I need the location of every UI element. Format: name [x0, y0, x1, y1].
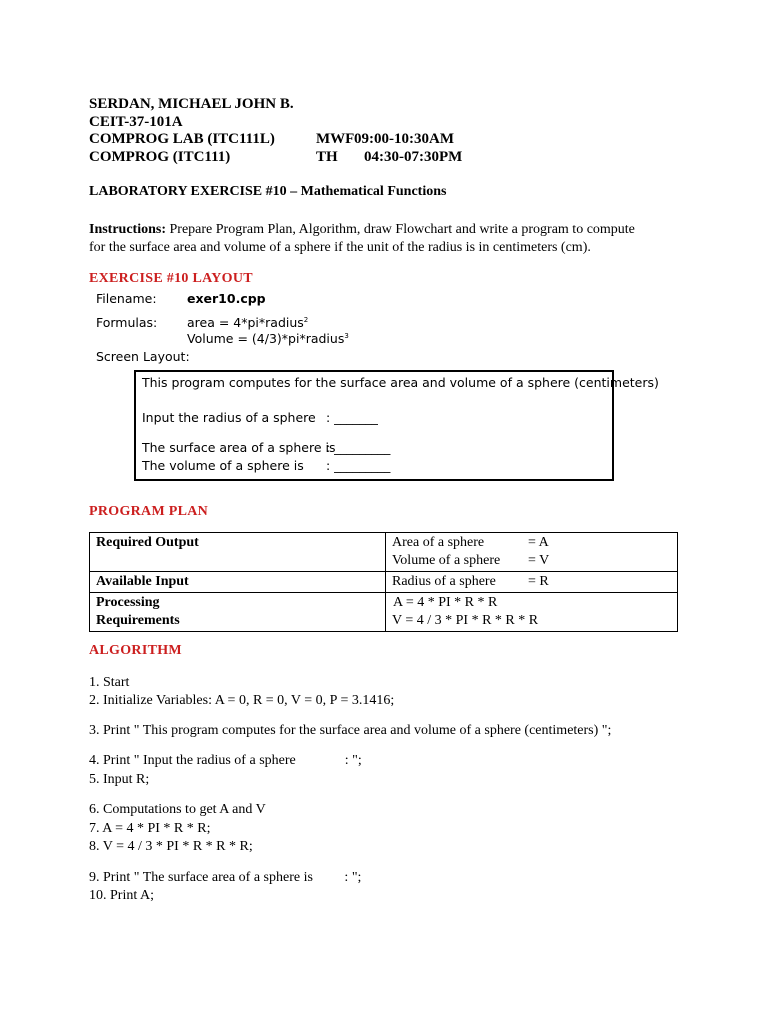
- course-day: TH: [316, 149, 338, 165]
- output-values: [386, 533, 678, 572]
- table-row: [90, 593, 678, 632]
- screen-line-area-label: The surface area of a sphere is: [142, 440, 336, 455]
- processing-area: A = 4 * PI * R * R: [393, 595, 498, 610]
- course-row: [89, 130, 509, 148]
- screen-layout-box: [134, 370, 659, 481]
- course-time: 09:00-10:30AM: [354, 131, 454, 147]
- screen-layout-label: Screen Layout:: [96, 349, 190, 364]
- algorithm-step: 6. Computations to get A and V: [89, 802, 266, 817]
- student-section: CEIT-37-101A: [89, 114, 183, 130]
- exercise-title: LABORATORY EXERCISE #10 – Mathematical Functions: [89, 184, 447, 199]
- screen-line-radius-label: Input the radius of a sphere: [142, 410, 316, 425]
- input-values: [386, 572, 678, 593]
- table-row: [90, 572, 678, 593]
- output-volume-var: = V: [528, 553, 550, 568]
- algorithm-step: 10. Print A;: [89, 888, 154, 903]
- processing-label-line-2: Requirements: [96, 613, 180, 628]
- output-area-name: Area of a sphere: [392, 535, 485, 550]
- input-radius-name: Radius of a sphere: [392, 574, 496, 589]
- algorithm-step: 1. Start: [89, 675, 130, 690]
- algorithm-step: 7. A = 4 * PI * R * R;: [89, 821, 211, 836]
- instructions-text: Prepare Program Plan, Algorithm, draw Flowchart and write a program to compute: [169, 222, 635, 237]
- filename-label: Filename:: [96, 291, 157, 306]
- course-day: MWF: [316, 131, 355, 147]
- instructions-label: Instructions:: [89, 222, 167, 237]
- screen-line-volume-label: The volume of a sphere is: [142, 458, 304, 473]
- table-row: [90, 533, 678, 572]
- course-name: COMPROG (ITC111): [89, 149, 231, 165]
- screen-line-area-value: : _________: [326, 440, 391, 455]
- formula-area: [187, 315, 308, 330]
- screen-line-volume-value: : _________: [326, 458, 391, 473]
- course-row: [89, 148, 509, 166]
- formula-volume-text: Volume = (4/3)*pi*radius: [187, 331, 345, 346]
- instructions-line-1: [89, 221, 635, 239]
- input-label: Available Input: [90, 572, 386, 593]
- output-area-var: = A: [528, 535, 549, 550]
- output-volume-name: Volume of a sphere: [392, 553, 501, 568]
- processing-label-line-1: Processing: [96, 595, 160, 610]
- algorithm-step: 9. Print " The surface area of a sphere is : ";: [89, 870, 362, 885]
- course-time: 04:30-07:30PM: [364, 149, 463, 165]
- formula-volume-exponent: 3: [344, 331, 349, 340]
- formulas-label: Formulas:: [96, 315, 158, 330]
- formula-volume: [187, 331, 349, 346]
- output-label: Required Output: [90, 533, 386, 572]
- algorithm-step: 8. V = 4 / 3 * PI * R * R * R;: [89, 839, 253, 854]
- layout-section-title: EXERCISE #10 LAYOUT: [89, 271, 253, 286]
- program-plan-table: [89, 532, 678, 632]
- formula-area-text: area = 4*pi*radius: [187, 315, 304, 330]
- screen-line-radius-value: : _______: [326, 410, 378, 425]
- screen-line-intro: This program computes for the surface area and volume of a sphere (centimeters): [142, 375, 659, 390]
- algorithm-step: 2. Initialize Variables: A = 0, R = 0, V = 0, P = 3.1416;: [89, 693, 395, 708]
- algorithm-step: 4. Print " Input the radius of a sphere : ";: [89, 753, 362, 768]
- filename-value: exer10.cpp: [187, 291, 266, 306]
- processing-label: [90, 593, 386, 632]
- input-radius-var: = R: [528, 574, 549, 589]
- program-plan-title: PROGRAM PLAN: [89, 504, 209, 519]
- course-name: COMPROG LAB (ITC111L): [89, 131, 275, 147]
- algorithm-step: 3. Print " This program computes for the surface area and volume of a sphere (centimeters) ";: [89, 723, 612, 738]
- processing-values: [386, 593, 678, 632]
- algorithm-title: ALGORITHM: [89, 643, 182, 658]
- instructions-line-2: for the surface area and volume of a sphere if the unit of the radius is in centimeters (cm).: [89, 240, 591, 255]
- formula-area-exponent: 2: [303, 315, 309, 324]
- algorithm-step: 5. Input R;: [89, 772, 150, 787]
- student-name: SERDAN, MICHAEL JOHN B.: [89, 96, 294, 112]
- processing-volume: V = 4 / 3 * PI * R * R * R: [392, 613, 539, 628]
